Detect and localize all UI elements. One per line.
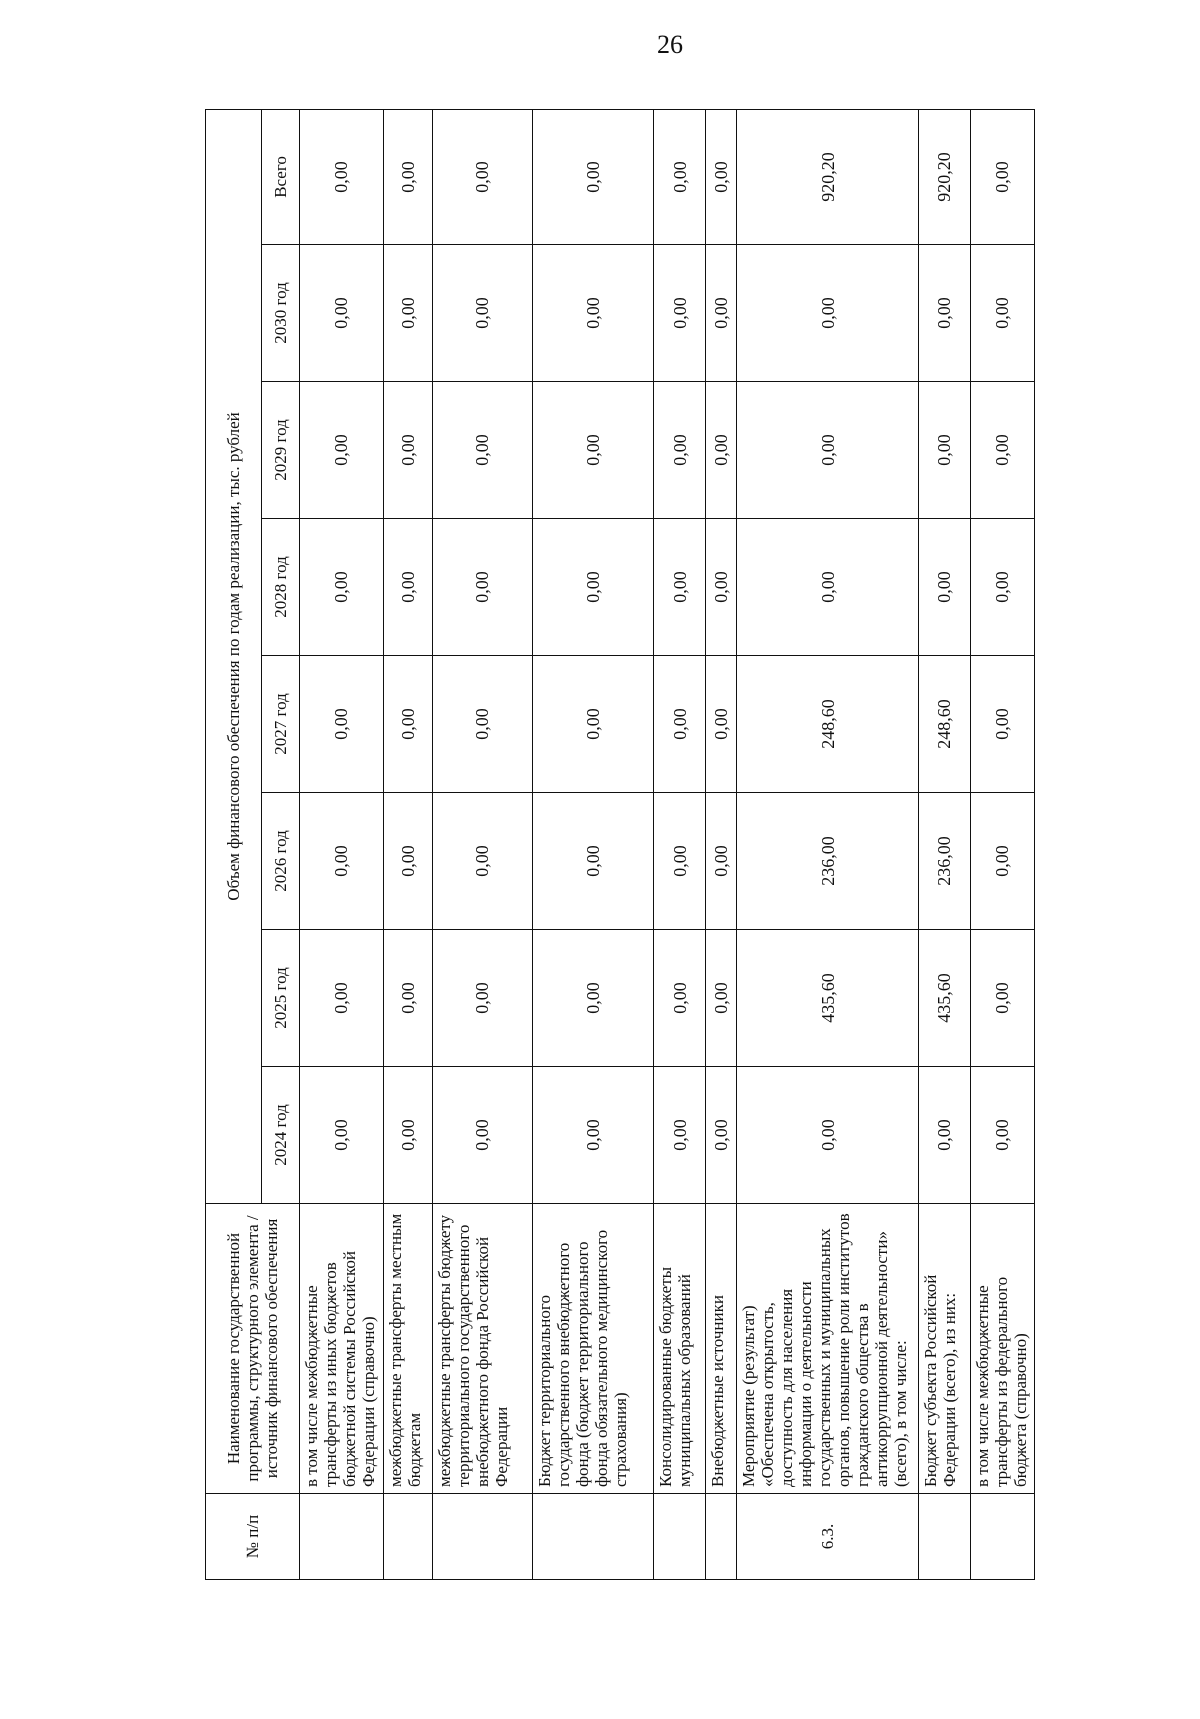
row-value: 0,00 bbox=[300, 930, 384, 1067]
header-row-1 bbox=[206, 109, 262, 1579]
row-number: 6.3. bbox=[737, 1494, 919, 1580]
row-name: межбюджетные трансферты местным бюджетам bbox=[383, 1204, 433, 1494]
row-value: 0,00 bbox=[970, 382, 1034, 519]
header-total: Всего bbox=[262, 109, 300, 244]
row-value: 435,60 bbox=[737, 930, 919, 1067]
header-col-number: № п/п bbox=[206, 1494, 300, 1580]
row-name: межбюджетные трансферты бюджету территориального государственного внебюджетного фонда Российской Федерации bbox=[433, 1204, 532, 1494]
row-value: 248,60 bbox=[737, 656, 919, 793]
row-value: 0,00 bbox=[970, 1067, 1034, 1204]
row-value: 0,00 bbox=[433, 382, 532, 519]
row-value: 0,00 bbox=[300, 245, 384, 382]
row-value: 0,00 bbox=[706, 245, 737, 382]
row-value: 0,00 bbox=[737, 519, 919, 656]
row-value: 0,00 bbox=[532, 382, 654, 519]
row-number bbox=[300, 1494, 384, 1580]
row-total: 0,00 bbox=[532, 109, 654, 244]
header-year: 2029 год bbox=[262, 382, 300, 519]
row-value: 0,00 bbox=[970, 519, 1034, 656]
row-value: 0,00 bbox=[654, 382, 706, 519]
row-name: Консолидированные бюджеты муниципальных образований bbox=[654, 1204, 706, 1494]
row-value: 0,00 bbox=[433, 519, 532, 656]
row-value: 0,00 bbox=[706, 1067, 737, 1204]
header-year: 2030 год bbox=[262, 245, 300, 382]
row-value: 0,00 bbox=[654, 245, 706, 382]
row-value: 236,00 bbox=[919, 793, 971, 930]
rotated-table-container bbox=[205, 110, 1035, 1580]
row-value: 0,00 bbox=[300, 793, 384, 930]
row-value: 236,00 bbox=[737, 793, 919, 930]
row-value: 0,00 bbox=[300, 382, 384, 519]
row-value: 0,00 bbox=[433, 793, 532, 930]
header-year: 2025 год bbox=[262, 930, 300, 1067]
table-row bbox=[706, 109, 737, 1579]
row-value: 0,00 bbox=[383, 1067, 433, 1204]
row-value: 0,00 bbox=[654, 519, 706, 656]
row-value: 0,00 bbox=[433, 656, 532, 793]
row-value: 0,00 bbox=[532, 930, 654, 1067]
row-number bbox=[970, 1494, 1034, 1580]
row-total: 0,00 bbox=[300, 109, 384, 244]
row-value: 0,00 bbox=[300, 519, 384, 656]
page-number: 26 bbox=[657, 30, 683, 59]
row-value: 0,00 bbox=[737, 245, 919, 382]
row-number bbox=[433, 1494, 532, 1580]
table-row bbox=[433, 109, 532, 1579]
row-value: 0,00 bbox=[737, 382, 919, 519]
table-row bbox=[300, 109, 384, 1579]
row-total: 0,00 bbox=[383, 109, 433, 244]
row-value: 435,60 bbox=[919, 930, 971, 1067]
row-total: 920,20 bbox=[737, 109, 919, 244]
row-value: 0,00 bbox=[919, 245, 971, 382]
row-value: 0,00 bbox=[919, 382, 971, 519]
row-value: 0,00 bbox=[970, 245, 1034, 382]
table-row-6-3 bbox=[737, 109, 919, 1579]
row-name: в том числе межбюджетные трансферты из иных бюджетов бюджетной системы Российской Федерации (справочно) bbox=[300, 1204, 384, 1494]
row-value: 0,00 bbox=[919, 519, 971, 656]
row-value: 0,00 bbox=[706, 930, 737, 1067]
row-value: 0,00 bbox=[532, 656, 654, 793]
table-row bbox=[654, 109, 706, 1579]
row-value: 0,00 bbox=[970, 793, 1034, 930]
row-name: Бюджет субъекта Российской Федерации (всего), из них: bbox=[919, 1204, 971, 1494]
header-col-name: Наименование государственной программы, структурного элемента / источник финансового обеспечения bbox=[206, 1204, 300, 1494]
row-value: 0,00 bbox=[970, 930, 1034, 1067]
table-row bbox=[532, 109, 654, 1579]
row-value: 0,00 bbox=[970, 656, 1034, 793]
row-value: 0,00 bbox=[300, 1067, 384, 1204]
row-value: 0,00 bbox=[706, 382, 737, 519]
row-number bbox=[706, 1494, 737, 1580]
row-number bbox=[919, 1494, 971, 1580]
row-value: 0,00 bbox=[654, 656, 706, 793]
header-year: 2024 год bbox=[262, 1067, 300, 1204]
row-value: 0,00 bbox=[706, 656, 737, 793]
row-value: 0,00 bbox=[654, 1067, 706, 1204]
row-number bbox=[654, 1494, 706, 1580]
table-row bbox=[970, 109, 1034, 1579]
row-total: 0,00 bbox=[433, 109, 532, 244]
row-value: 0,00 bbox=[383, 519, 433, 656]
row-total: 0,00 bbox=[654, 109, 706, 244]
row-total: 0,00 bbox=[970, 109, 1034, 244]
row-value: 0,00 bbox=[383, 656, 433, 793]
row-name: Внебюджетные источники bbox=[706, 1204, 737, 1494]
row-value: 0,00 bbox=[737, 1067, 919, 1204]
row-value: 0,00 bbox=[706, 793, 737, 930]
row-value: 0,00 bbox=[532, 245, 654, 382]
row-value: 0,00 bbox=[433, 245, 532, 382]
row-value: 0,00 bbox=[654, 793, 706, 930]
row-value: 0,00 bbox=[532, 793, 654, 930]
row-value: 0,00 bbox=[706, 519, 737, 656]
table-row bbox=[383, 109, 433, 1579]
header-year: 2028 год bbox=[262, 519, 300, 656]
header-year: 2026 год bbox=[262, 793, 300, 930]
table-row bbox=[919, 109, 971, 1579]
row-value: 0,00 bbox=[383, 382, 433, 519]
financing-table bbox=[205, 109, 1035, 1580]
row-value: 0,00 bbox=[532, 519, 654, 656]
row-number bbox=[383, 1494, 433, 1580]
header-group-title: Объем финансового обеспечения по годам реализации, тыс. рублей bbox=[206, 109, 262, 1203]
row-value: 0,00 bbox=[433, 1067, 532, 1204]
row-value: 0,00 bbox=[383, 245, 433, 382]
row-total: 920,20 bbox=[919, 109, 971, 244]
row-total: 0,00 bbox=[706, 109, 737, 244]
row-value: 0,00 bbox=[919, 1067, 971, 1204]
header-year: 2027 год bbox=[262, 656, 300, 793]
row-value: 0,00 bbox=[532, 1067, 654, 1204]
row-value: 0,00 bbox=[654, 930, 706, 1067]
row-name: Мероприятие (результат) «Обеспечена открытость, доступность для населения информации о деятельности государственных и муниципальных органов, повышение роли институтов гражданского общества в антикоррупционной деятельности» (всего), в том числе: bbox=[737, 1204, 919, 1494]
row-value: 248,60 bbox=[919, 656, 971, 793]
row-name: в том числе межбюджетные трансферты из федерального бюджета (справочно) bbox=[970, 1204, 1034, 1494]
row-value: 0,00 bbox=[383, 930, 433, 1067]
row-name: Бюджет территориального государственного внебюджетного фонда (бюджет территориального фонда обязательного медицинского страхования) bbox=[532, 1204, 654, 1494]
row-value: 0,00 bbox=[300, 656, 384, 793]
row-value: 0,00 bbox=[433, 930, 532, 1067]
row-value: 0,00 bbox=[383, 793, 433, 930]
row-number bbox=[532, 1494, 654, 1580]
